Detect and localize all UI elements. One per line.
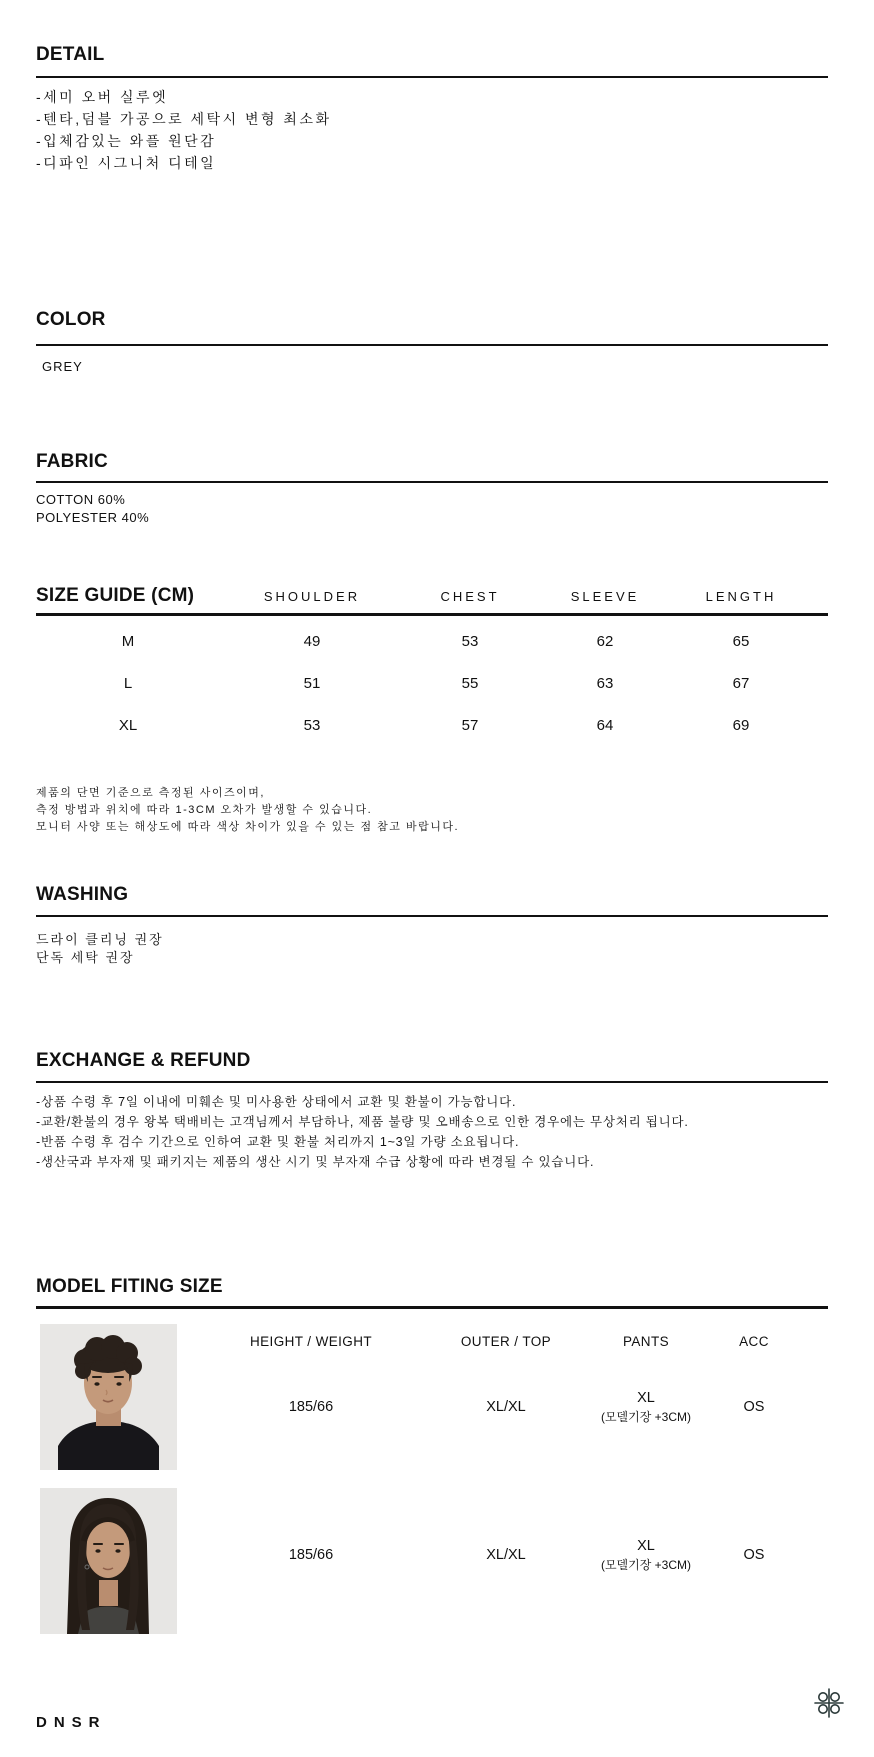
detail-item-list [36, 86, 828, 174]
note-line: 측정 방법과 위치에 따라 1-3CM 오차가 발생할 수 있습니다. [36, 804, 373, 816]
size-guide-column-chest: CHEST [440, 588, 500, 604]
washing-line: 단독 세탁 권장 [36, 950, 135, 965]
model-height-weight: 185/66 [288, 1547, 334, 1563]
size-value: 69 [732, 716, 750, 734]
table-row [36, 620, 828, 662]
policy-line: -교환/환불의 경우 왕복 택배비는 고객님께서 부담하나, 제품 불량 및 오배송으로 인한 경우에는 무상처리 됩니다. [36, 1115, 689, 1129]
model-outer-top: XL/XL [486, 1547, 526, 1563]
washing-line: 드라이 클리닝 권장 [36, 932, 164, 947]
size-value: 51 [303, 674, 321, 692]
model-pants-note: (모델기장 +3CM) [600, 1558, 692, 1572]
divider [36, 76, 828, 78]
size-value: 63 [596, 674, 614, 692]
model-height-weight: 185/66 [288, 1399, 334, 1415]
note-line: 모니터 사양 또는 해상도에 따라 색상 차이가 있을 수 있는 점 참고 바랍니다. [36, 821, 460, 833]
detail-item: -입체감있는 와플 원단감 [36, 133, 217, 149]
color-value: GREY [42, 359, 83, 374]
note-line: 제품의 단면 기준으로 측정된 사이즈이며, [36, 787, 265, 799]
detail-item: -디파인 시그니처 디테일 [36, 155, 217, 171]
exchange-refund-section-title: EXCHANGE & REFUND [36, 1050, 251, 1071]
divider [36, 1306, 828, 1309]
size-guide-header-row [36, 583, 828, 609]
model-fitting-row-2 [36, 1536, 828, 1574]
size-guide-section-title: SIZE GUIDE (CM) [36, 585, 195, 606]
model-column-height-weight: HEIGHT / WEIGHT [249, 1333, 372, 1349]
model-fitting-section-title: MODEL FITING SIZE [36, 1276, 223, 1297]
size-value: 64 [596, 716, 614, 734]
detail-section-title: DETAIL [36, 44, 105, 65]
model-pants-size: XL [637, 1538, 655, 1554]
model-column-outer-top: OUTER / TOP [460, 1333, 552, 1349]
table-row [36, 704, 828, 746]
model-fitting-row-1 [36, 1388, 828, 1426]
size-guide-column-shoulder: SHOULDER [263, 588, 361, 604]
model-pants [576, 1388, 716, 1426]
detail-item: -텐타,덤블 가공으로 세탁시 변형 최소화 [36, 111, 332, 127]
fabric-section-title: FABRIC [36, 451, 108, 472]
model-acc: OS [743, 1547, 765, 1563]
model-acc: OS [743, 1399, 765, 1415]
model-column-acc: ACC [739, 1333, 769, 1349]
policy-line: -반품 수령 후 검수 기간으로 인하여 교환 및 환불 처리까지 1~3일 가량 소요됩니다. [36, 1135, 520, 1149]
divider [36, 613, 828, 616]
model-pants-note: (모델기장 +3CM) [600, 1410, 692, 1424]
size-label: L [123, 674, 133, 692]
size-guide-notes [36, 785, 828, 836]
size-value: 62 [596, 632, 614, 650]
exchange-refund-policy [36, 1092, 828, 1172]
policy-line: -상품 수령 후 7일 이내에 미훼손 및 미사용한 상태에서 교환 및 환불이 가능합니다. [36, 1095, 517, 1109]
size-guide-table [36, 620, 828, 746]
model-pants [576, 1536, 716, 1574]
model-outer-top: XL/XL [486, 1399, 526, 1415]
color-section-title: COLOR [36, 309, 106, 330]
size-guide-column-length: LENGTH [705, 588, 777, 604]
size-value: 53 [303, 716, 321, 734]
divider [36, 1081, 828, 1083]
model-pants-size: XL [637, 1390, 655, 1406]
pinwheel-flower-icon [812, 1686, 846, 1720]
size-value: 53 [461, 632, 479, 650]
size-value: 57 [461, 716, 479, 734]
detail-item: -세미 오버 실루엣 [36, 89, 169, 105]
divider [36, 344, 828, 346]
size-value: 55 [461, 674, 479, 692]
brand-logo-text: DNSR [36, 1714, 107, 1731]
policy-line: -생산국과 부자재 및 패키지는 제품의 생산 시기 및 부자재 수급 상황에 따라 변경될 수 있습니다. [36, 1155, 595, 1169]
size-value: 67 [732, 674, 750, 692]
divider [36, 915, 828, 917]
washing-section-title: WASHING [36, 884, 129, 905]
fabric-line: POLYESTER 40% [36, 510, 150, 525]
fabric-line: COTTON 60% [36, 492, 126, 507]
size-guide-column-sleeve: SLEEVE [570, 588, 640, 604]
fabric-composition [36, 491, 828, 527]
size-label: M [121, 632, 135, 650]
washing-instructions [36, 931, 828, 967]
divider [36, 481, 828, 483]
size-value: 49 [303, 632, 321, 650]
size-label: XL [118, 716, 138, 734]
model-column-pants: PANTS [622, 1333, 669, 1349]
size-value: 65 [732, 632, 750, 650]
table-row [36, 662, 828, 704]
